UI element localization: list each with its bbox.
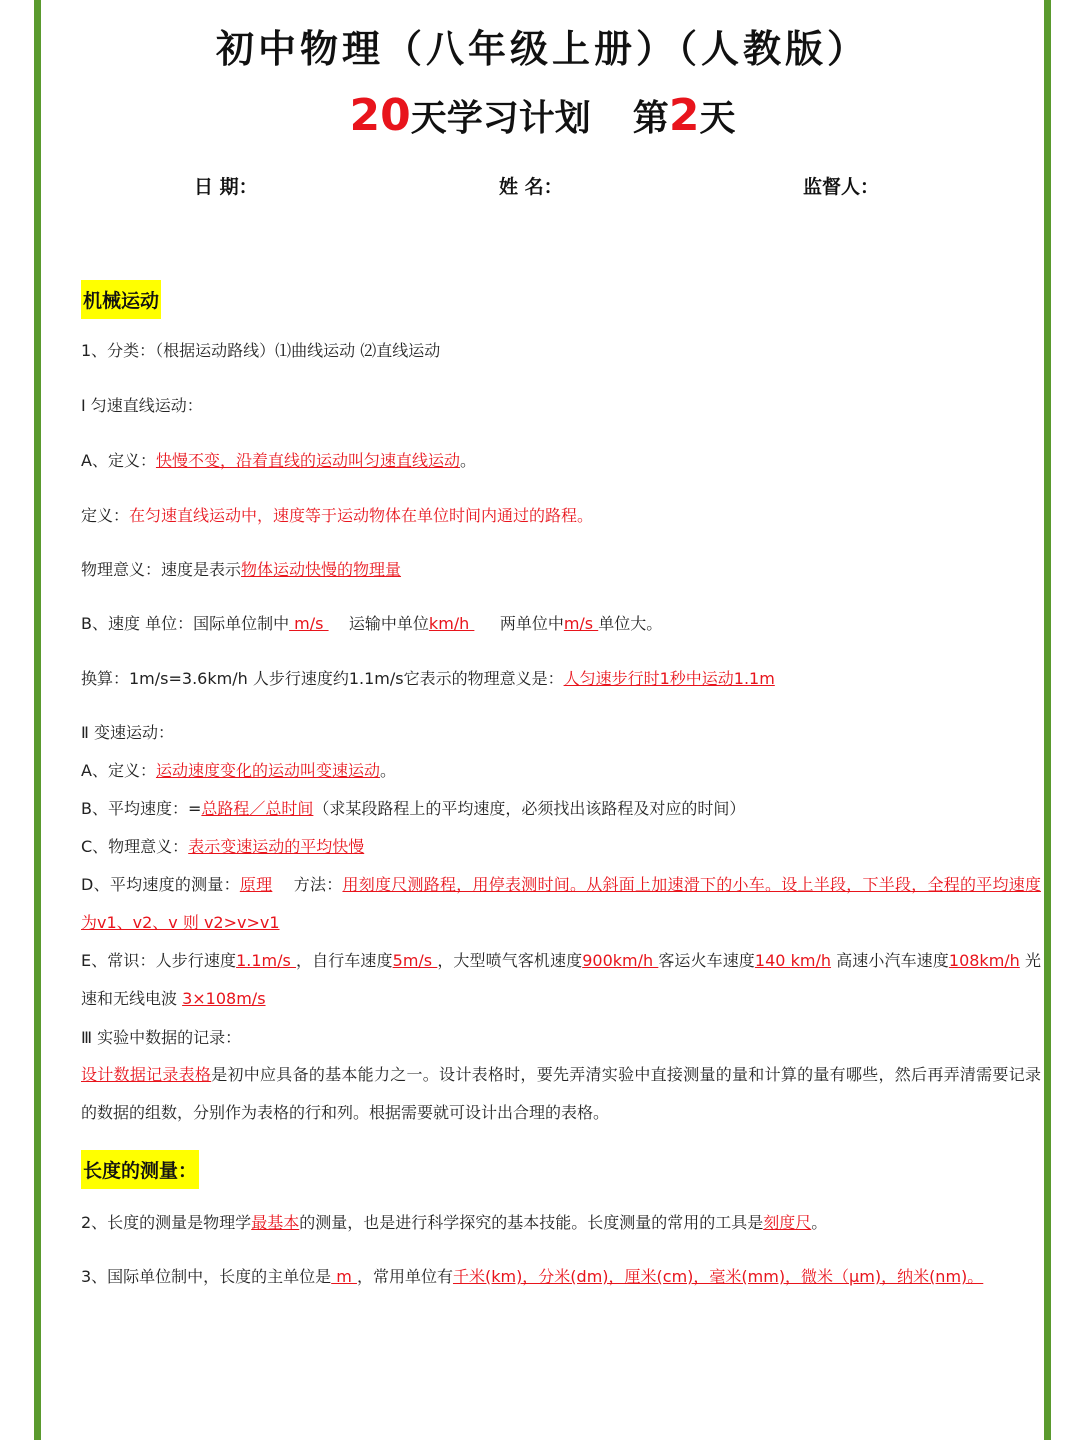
- punct: 。: [379, 761, 396, 780]
- date-label: 日 期：: [194, 176, 258, 198]
- label: ，常用单位有: [356, 1267, 453, 1286]
- length-basic-line: [81, 1212, 1041, 1234]
- answer-text: 5m/s: [392, 951, 438, 970]
- label: 两单位中: [474, 614, 564, 633]
- label: A、定义：: [81, 451, 156, 470]
- answer-text: 108km/h: [948, 951, 1020, 970]
- label: 2、长度的测量是物理学: [81, 1213, 252, 1232]
- plan-days-number: 20: [349, 90, 411, 141]
- common-speeds-paragraph: [81, 942, 1041, 1018]
- page-title: 初中物理（八年级上册）（人教版）: [215, 27, 869, 71]
- speed-definition-line: [81, 505, 1041, 527]
- label: 光速和无线电波: [81, 951, 1041, 1008]
- label: 3、国际单位制中，长度的主单位是: [81, 1267, 332, 1286]
- punct: 。: [811, 1213, 828, 1232]
- label: E、常识：人步行速度: [81, 951, 237, 970]
- label: （求某段路程上的平均速度，必须找出该路程及对应的时间）: [313, 799, 746, 818]
- label: 运输中单位: [328, 614, 429, 633]
- speed-unit-line: [81, 613, 1041, 635]
- label: D、平均速度的测量：: [81, 875, 240, 894]
- name-label: 姓 名：: [499, 176, 563, 198]
- average-speed-line: [81, 798, 1041, 820]
- answer-text: 900km/h: [582, 951, 659, 970]
- answer-text: 最基本: [251, 1213, 300, 1232]
- variable-motion-heading: Ⅱ 变速运动：: [81, 723, 174, 742]
- answer-text: m: [331, 1267, 357, 1286]
- answer-text: 表示变速运动的平均快慢: [188, 837, 365, 856]
- day-number: 2: [668, 90, 700, 141]
- worksheet-page: [41, 0, 1044, 1440]
- data-recording-heading: Ⅲ 实验中数据的记录：: [81, 1028, 242, 1047]
- answer-text: 人匀速步行时1秒中运动1.1m: [563, 669, 775, 688]
- label: C、物理意义：: [81, 837, 189, 856]
- answer-text: m/s: [563, 614, 599, 633]
- classification-line: 1、分类：（根据运动路线）⑴曲线运动 ⑵直线运动: [81, 341, 441, 360]
- day-prefix: 第: [632, 98, 669, 139]
- label: 高速小汽车速度: [831, 951, 949, 970]
- answer-text: 设计数据记录表格: [81, 1065, 212, 1084]
- variable-definition-line: [81, 760, 1041, 782]
- plan-text: 天学习计划: [410, 98, 591, 139]
- plan-subtitle: [41, 90, 1044, 141]
- label: B、平均速度：=: [81, 799, 202, 818]
- punct: 。: [459, 451, 476, 470]
- label: 的测量，也是进行科学探究的基本技能。长度测量的常用的工具是: [299, 1213, 764, 1232]
- label: 是初中应具备的基本能力之一。设计表格时，要先弄清实验中直接测量的量和计算的量有哪些，然后再弄清需要记录的数据的组数，分别作为表格的行和列。根据需要就可设计出合理的表格。: [81, 1065, 1041, 1122]
- answer-text: 原理: [239, 875, 273, 894]
- label: 换算：1m/s=3.6km/h 人步行速度约1.1m/s它表示的物理意义是：: [81, 669, 564, 688]
- supervisor-label: 监督人：: [803, 176, 880, 198]
- answer-text: 快慢不变，沿着直线的运动叫匀速直线运动: [155, 451, 460, 470]
- label: A、定义：: [81, 761, 156, 780]
- answer-text: 物体运动快慢的物理量: [241, 560, 402, 579]
- label: 单位大。: [598, 614, 663, 633]
- section-heading-length-measurement: 长度的测量：: [81, 1150, 199, 1189]
- answer-text: 1.1m/s: [236, 951, 297, 970]
- answer-text: 总路程／总时间: [201, 799, 314, 818]
- section-heading-mechanical-motion: 机械运动: [81, 280, 161, 319]
- answer-text: 刻度尺: [763, 1213, 812, 1232]
- measurement-method-paragraph: [81, 866, 1041, 942]
- uniform-motion-heading: Ⅰ 匀速直线运动：: [81, 396, 203, 415]
- answer-text: 千米(km)，分米(dm)，厘米(cm)，毫米(mm)，微米（μm)，纳米(nm)。: [452, 1267, 984, 1286]
- answer-text: km/h: [428, 614, 475, 633]
- label: ，大型喷气客机速度: [437, 951, 583, 970]
- day-suffix: 天: [699, 98, 736, 139]
- length-units-paragraph: [81, 1258, 1041, 1296]
- label: ，自行车速度: [296, 951, 393, 970]
- right-green-border: [1044, 0, 1051, 1440]
- uniform-definition-line: [81, 450, 1041, 472]
- answer-text: 在匀速直线运动中，速度等于运动物体在单位时间内通过的路程。: [129, 506, 594, 525]
- label: 定义：: [81, 506, 130, 525]
- left-green-border: [34, 0, 41, 1440]
- conversion-line: [81, 668, 1041, 690]
- label: 物理意义：速度是表示: [81, 560, 242, 579]
- answer-text: 140 km/h: [754, 951, 832, 970]
- physical-meaning-line: [81, 559, 1041, 581]
- label: B、速度 单位：国际单位制中: [81, 614, 290, 633]
- answer-text: m/s: [289, 614, 329, 633]
- answer-text: 运动速度变化的运动叫变速运动: [155, 761, 380, 780]
- average-meaning-line: [81, 836, 1041, 858]
- label: 方法：: [272, 875, 343, 894]
- answer-text: 3×108m/s: [182, 989, 266, 1008]
- label: 客运火车速度: [658, 951, 755, 970]
- answer-text: 用刻度尺测路程，用停表测时间。从斜面上加速滑下的小车。设上半段，下半段，全程的平均速度为v1、v2、v 则 v2>v>v1: [81, 875, 1041, 932]
- table-design-paragraph: [81, 1056, 1041, 1132]
